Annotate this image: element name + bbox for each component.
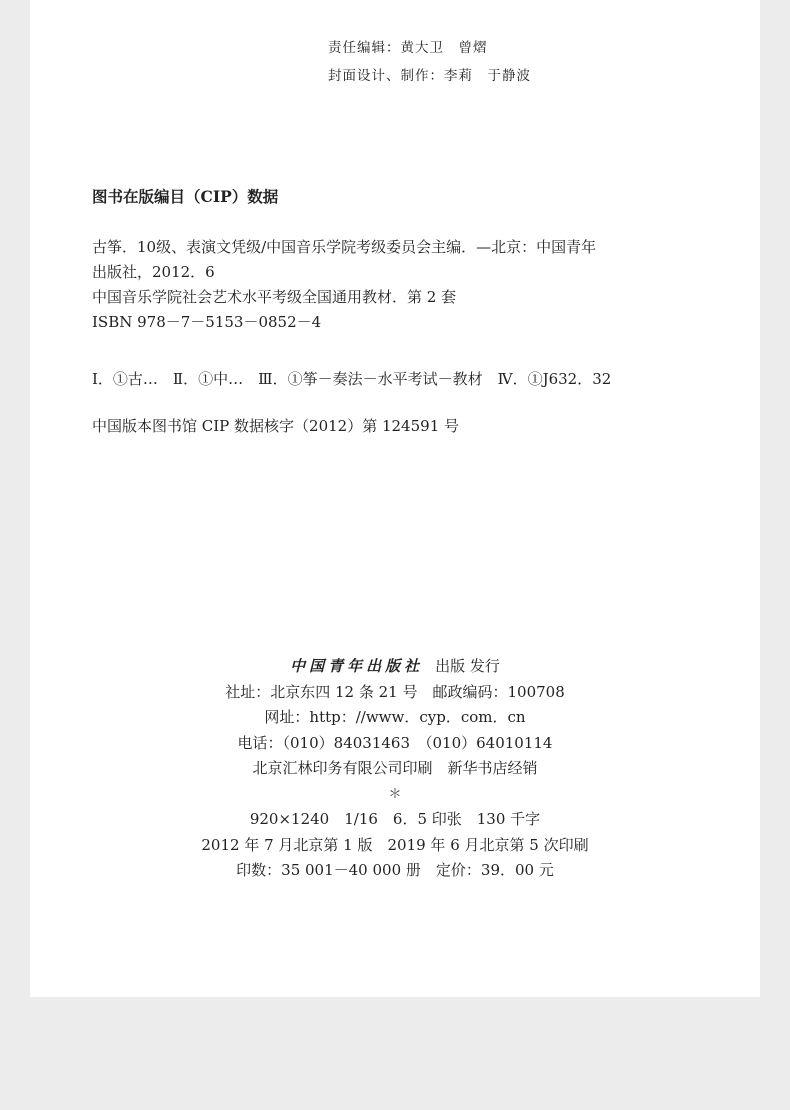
imprint-block bbox=[30, 654, 760, 884]
credits-block bbox=[328, 34, 531, 90]
imprint-printing: 北京汇林印务有限公司印刷 新华书店经销 bbox=[252, 759, 538, 777]
imprint-address: 社址：北京东四 12 条 21 号 邮政编码：100708 bbox=[225, 682, 565, 701]
publisher-logo: 中国青年出版社 bbox=[290, 657, 424, 675]
cip-isbn: ISBN 978－7－5153－0852－4 bbox=[92, 313, 322, 331]
cip-record bbox=[92, 235, 596, 335]
imprint-phone: 电话：（010）84031463 （010）64010114 bbox=[237, 733, 553, 752]
cip-heading: 图书在版编目（CIP）数据 bbox=[92, 187, 279, 206]
cip-series: 中国音乐学院社会艺术水平考级全国通用教材．第 2 套 bbox=[92, 288, 457, 306]
cip-data-number: 中国版本图书馆 CIP 数据核字（2012）第 124591 号 bbox=[92, 417, 460, 435]
imprint-publisher-line bbox=[30, 654, 760, 680]
copyright-page bbox=[30, 0, 760, 997]
cip-record-line-1: 古筝．10级、表演文凭级/中国音乐学院考级委员会主编．—北京：中国青年 bbox=[92, 238, 597, 256]
imprint-print-run-price: 印数：35 001－40 000 册 定价：39．00 元 bbox=[236, 861, 554, 879]
responsible-editors: 责任编辑：黄大卫 曾熠 bbox=[328, 40, 488, 56]
imprint-website: 网址：http：//www．cyp．com．cn bbox=[264, 708, 526, 726]
cover-design-credit: 封面设计、制作：李莉 于静波 bbox=[328, 68, 531, 84]
imprint-format: 920×1240 1/16 6．5 印张 130 千字 bbox=[249, 810, 541, 828]
imprint-separator: ＊ bbox=[388, 786, 402, 802]
imprint-editions: 2012 年 7 月北京第 1 版 2019 年 6 月北京第 5 次印刷 bbox=[201, 835, 589, 854]
cip-classification: Ⅰ．①古… Ⅱ．①中… Ⅲ．①筝－奏法－水平考试－教材 Ⅳ．①J632．32 bbox=[92, 370, 612, 388]
publish-label: 出版 发行 bbox=[435, 657, 500, 675]
cip-record-line-2: 出版社，2012．6 bbox=[92, 263, 215, 281]
